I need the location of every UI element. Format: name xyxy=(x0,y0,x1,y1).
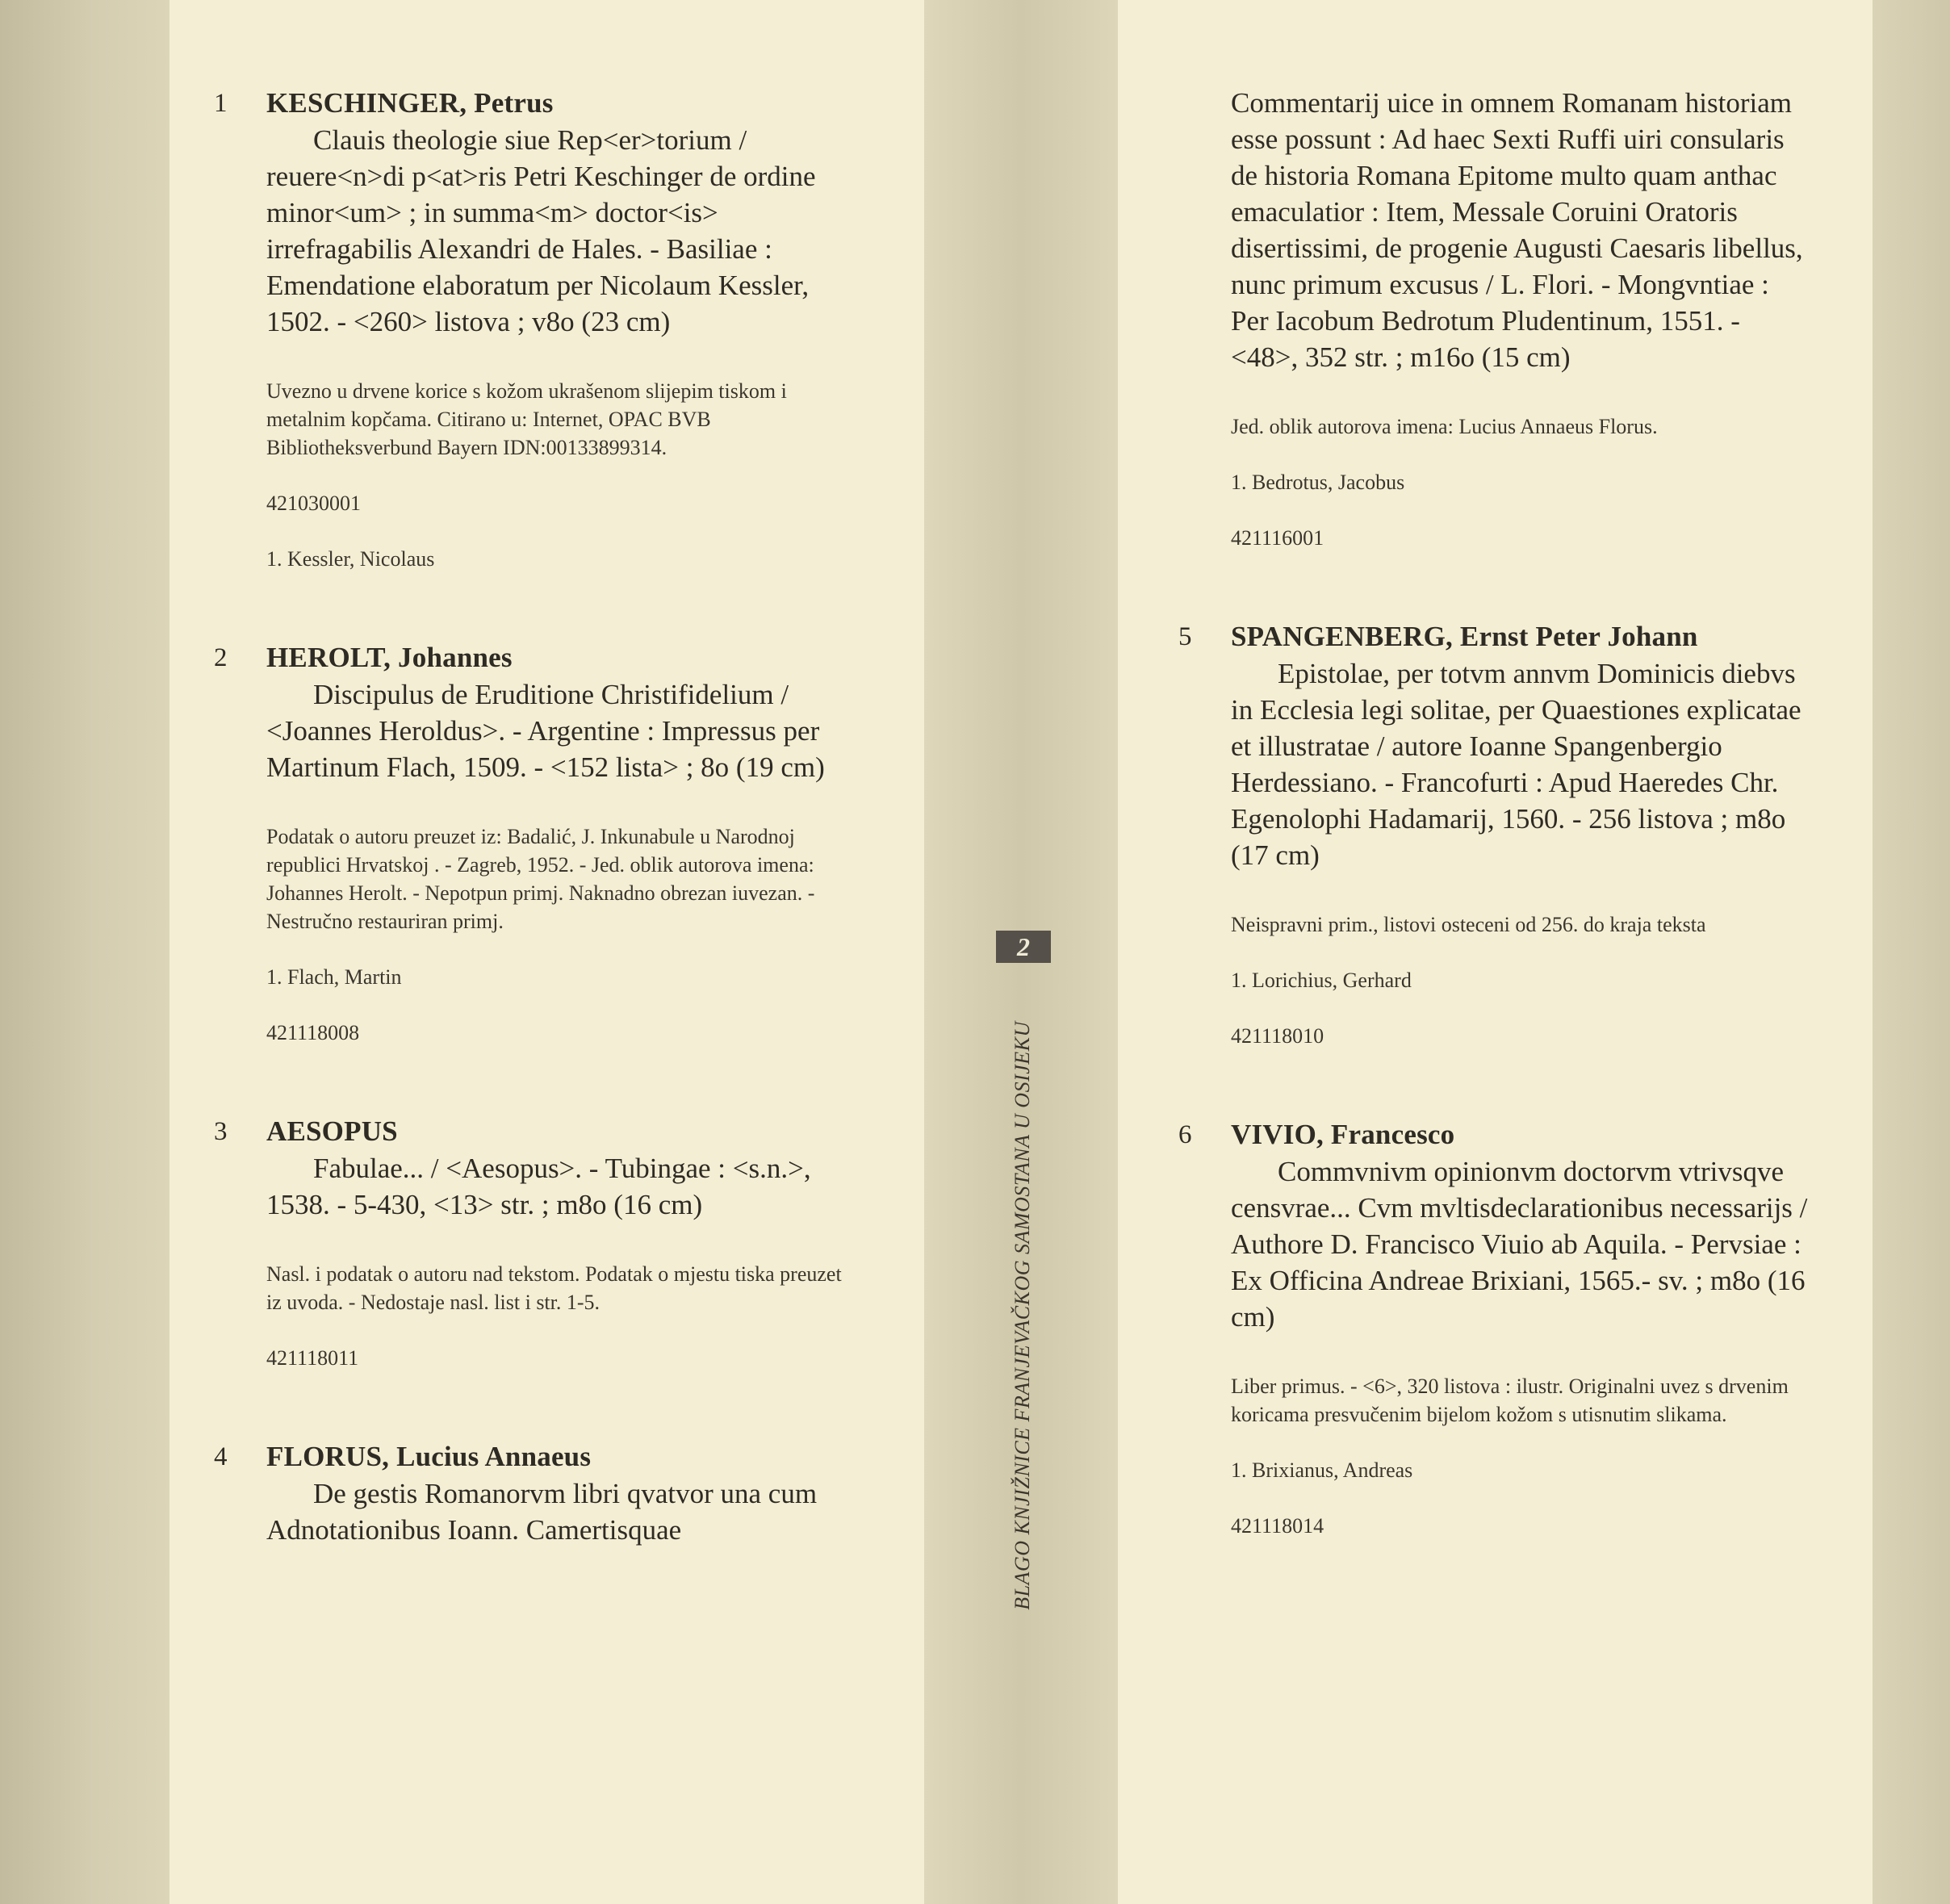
entry-id: 421118011 xyxy=(266,1346,359,1370)
entry-description: Commvnivm opinionvm doctorvm vtrivsqve censvrae... Cvm mvltisdeclarationibus necessarijs / Authore D. Francisco Viuio ab Aquila. - Pervsiae : Ex Officina Andreae Brixiani, 1565.- sv. ; m8o (16 cm) xyxy=(1231,1156,1808,1333)
entry-note: Nasl. i podatak o autoru nad tekstom. Podatak o mjestu tiska preuzet iz uvoda. - Nedostaje nasl. list i str. 1-5. xyxy=(266,1262,842,1314)
entry-description: Discipulus de Eruditione Christifidelium / <Joannes Heroldus>. - Argentine : Impressus per Martinum Flach, 1509. - <152 lista> ; 8o (19 cm) xyxy=(266,679,825,783)
entry-description: Clauis theologie siue Rep<er>torium / reuere<n>di p<at>ris Petri Keschinger de ordine minor<um> ; in summa<m> doctor<is> irrefragabilis Alexandri de Hales. - Basiliae : Emendatione elaboratum per Nicolaum Kessler, 1502. - <260> listova ; v8o (23 cm) xyxy=(266,124,816,337)
entry-id: 421118014 xyxy=(1231,1514,1324,1538)
entry-author: AESOPUS xyxy=(266,1115,398,1147)
entry-number: 2 xyxy=(214,643,228,672)
right-edge xyxy=(1873,0,1950,1904)
entry-number: 4 xyxy=(214,1442,228,1471)
entry-description: De gestis Romanorvm libri qvatvor una cum Adnotationibus Ioann. Camertisquae xyxy=(266,1478,818,1546)
catalog-entry-2 xyxy=(214,639,860,1047)
left-column xyxy=(214,85,860,1548)
entry-added-entry: 1. Kessler, Nicolaus xyxy=(266,547,435,571)
entry-added-entry: 1. Bedrotus, Jacobus xyxy=(1231,471,1405,494)
page-number: 2 xyxy=(996,931,1051,963)
entry-author: VIVIO, Francesco xyxy=(1231,1119,1455,1150)
entry-added-entry: 1. Brixianus, Andreas xyxy=(1231,1458,1413,1482)
entry-number: 1 xyxy=(214,89,228,118)
entry-id: 421030001 xyxy=(266,492,361,515)
entry-number: 5 xyxy=(1178,622,1192,651)
entry-added-entry: 1. Lorichius, Gerhard xyxy=(1231,969,1412,992)
entry-author: SPANGENBERG, Ernst Peter Johann xyxy=(1231,621,1698,652)
catalog-entry-6 xyxy=(1178,1116,1808,1540)
catalog-entry-1 xyxy=(214,85,860,573)
catalog-entry-5 xyxy=(1178,618,1808,1050)
entry-description: Fabulae... / <Aesopus>. - Tubingae : <s.n.>, 1538. - 5-430, <13> str. ; m8o (16 cm) xyxy=(266,1153,811,1220)
catalog-entry-3 xyxy=(214,1113,860,1372)
entry-author: FLORUS, Lucius Annaeus xyxy=(266,1441,592,1472)
entry-number: 3 xyxy=(214,1117,228,1146)
entry-author: HEROLT, Johannes xyxy=(266,642,513,673)
entry-id: 421118010 xyxy=(1231,1024,1324,1048)
spine-title: BLAGO KNJIŽNICE FRANJEVAČKOG SAMOSTANA U OSIJEKU xyxy=(1011,1021,1034,1610)
catalog-entry-4-continued xyxy=(1178,85,1808,552)
entry-note: Neispravni prim., listovi osteceni od 256. do kraja teksta xyxy=(1231,913,1706,936)
catalog-entry-4 xyxy=(214,1438,860,1548)
entry-id: 421118008 xyxy=(266,1021,360,1044)
entry-note: Liber primus. - <6>, 320 listova : ilustr. Originalni uvez s drvenim koricama presvučenim bijelom kožom s utisnutim slikama. xyxy=(1231,1375,1789,1426)
entry-description: Epistolae, per totvm annvm Dominicis diebvs in Ecclesia legi solitae, per Quaestiones explicatae et illustratae / autore Ioanne Spangenbergio Herdessiano. - Francofurti : Apud Haeredes Chr. Egenolophi Hadamarij, 1560. - 256 listova ; m8o (17 cm) xyxy=(1231,658,1801,871)
entry-note: Jed. oblik autorova imena: Lucius Annaeus Florus. xyxy=(1231,415,1658,438)
entry-note: Podatak o autoru preuzet iz: Badalić, J. Inkunabule u Narodnoj republici Hrvatskoj . - Zagreb, 1952. - Jed. oblik autorova imena: Johannes Herolt. - Nepotpun primj. Naknadno obrezan iuvezan. - Nestručno restauriran primj. xyxy=(266,825,815,933)
left-edge xyxy=(0,0,169,1904)
entry-added-entry: 1. Flach, Martin xyxy=(266,965,402,989)
entry-author: KESCHINGER, Petrus xyxy=(266,87,554,119)
entry-id: 421116001 xyxy=(1231,526,1324,550)
entry-note: Uvezno u drvene korice s kožom ukrašenom slijepim tiskom i metalnim kopčama. Citirano u: Internet, OPAC BVB Bibliotheksverbund Bayern IDN:00133899314. xyxy=(266,379,787,459)
right-column xyxy=(1178,85,1808,1540)
entry-number: 6 xyxy=(1178,1120,1192,1149)
entry-description: Commentarij uice in omnem Romanam historiam esse possunt : Ad haec Sexti Ruffi uiri consularis de historia Romana Epitome multo quam anthac emaculatior : Item, Messale Coruini Oratoris disertissimi, de progenie Augusti Caesaris libellus, nunc primum excusus / L. Flori. - Mongvntiae : Per Iacobum Bedrotum Pludentinum, 1551. - <48>, 352 str. ; m16o (15 cm) xyxy=(1231,87,1803,373)
